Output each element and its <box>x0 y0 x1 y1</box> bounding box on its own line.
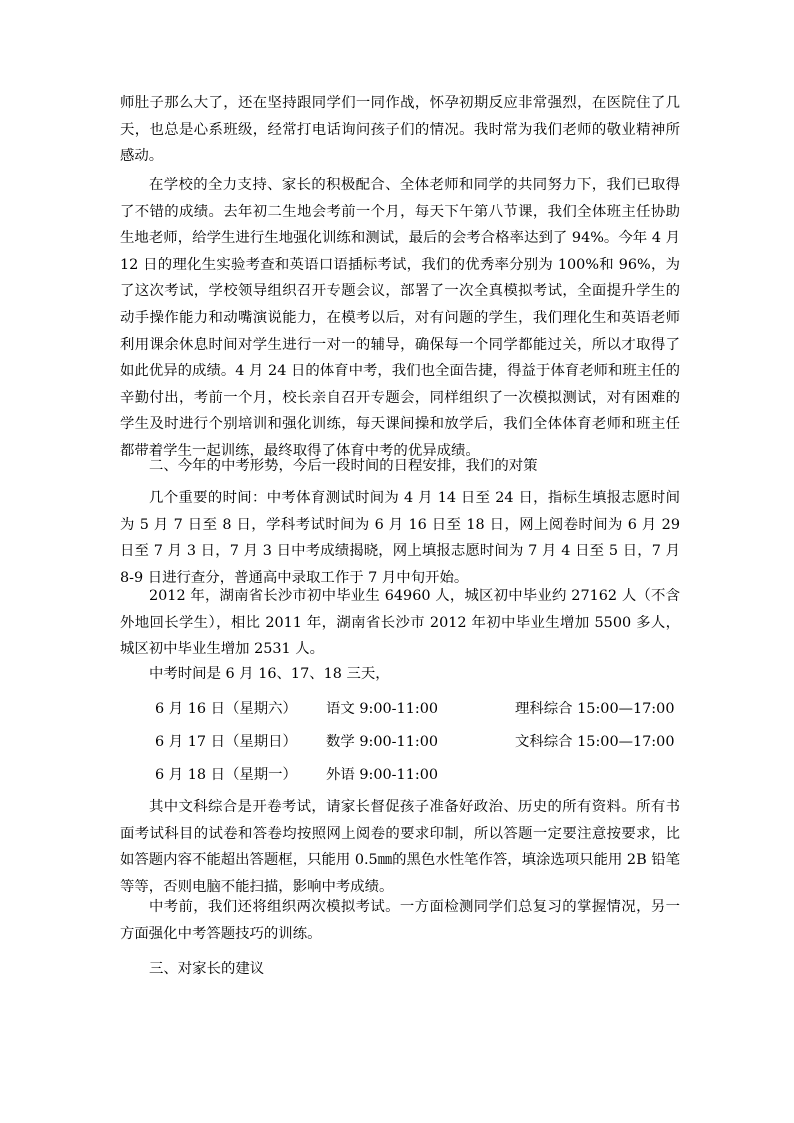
schedule-morning-exam: 语文 9:00-11:00 <box>326 701 439 717</box>
schedule-date: 6 月 17 日（星期日） <box>155 734 297 750</box>
schedule-date: 6 月 16 日（星期六） <box>155 701 297 717</box>
schedule-afternoon-exam: 文科综合 15:00—17:00 <box>515 734 675 750</box>
paragraph-teacher-dedication: 师肚子那么大了，还在坚持跟同学们一同作战，怀孕初期反应非常强烈，在医院住了几天，也总是心系班级，经常打电话询问孩子们的情况。我时常为我们老师的敬业精神所感动。 <box>120 95 680 165</box>
schedule-morning-exam: 外语 9:00-11:00 <box>326 767 439 783</box>
schedule-afternoon-exam: 理科综合 15:00—17:00 <box>515 701 675 717</box>
paragraph-achievements: 在学校的全力支持、家长的积极配合、全体老师和同学的共同努力下，我们已取得了不错的成绩。去年初二生地会考前一个月，每天下午第八节课，我们全体班主任协助生地老师，给学生进行生地强化训练和测试，最后的会考合格率达到了 94%。今年 4 月 12 日的理化生实验考查和英语口语插标考试，我们的优秀率分别为 100%和 96%，为了这次考试，学校领导组织召开专题会议，部署了一次全真模拟考试，全面提升学生的动手操作能力和动嘴演说能力，在模考以后，对有问题的学生，我们理化生和英语老师利用课余休息时间对学生进行一对一的辅导，确保每一个同学都能过关，所以才取得了如此优异的成绩。4 月 24 日的体育中考，我们也全面告捷，得益于体育老师和班主任的辛勤付出，考前一个月，校长亲自召开专题会，同样组织了一次模拟测试，对有困难的学生及时进行个别培训和强化训练，每天课间操和放学后，我们全体体育老师和班主任都带着学生一起训练，最终取得了体育中考的优异成绩。 <box>120 177 680 459</box>
section-heading-3: 三、对家长的建议 <box>149 961 265 977</box>
schedule-date: 6 月 18 日（星期一） <box>155 767 297 783</box>
paragraph-graduate-stats: 2012 年，湖南省长沙市初中毕业生 64960 人，城区初中毕业约 27162 人（不含外地回长学生），相比 2011 年，湖南省长沙市 2012 年初中毕业生增加 5500 多人，城区初中毕业生增加 2531 人。 <box>120 588 680 658</box>
paragraph-exam-instructions: 其中文科综合是开卷考试，请家长督促孩子准备好政治、历史的所有资料。所有书面考试科目的试卷和答卷均按照网上阅卷的要求印制，所以答题一定要注意按要求，比如答题内容不能超出答题框，只能用 0.5㎜的黑色水性笔作答，填涂选项只能用 2B 铅笔等等，否则电脑不能扫描，影响中考成绩。 <box>120 799 681 895</box>
paragraph-mock-exams: 中考前，我们还将组织两次模拟考试。一方面检测同学们总复习的掌握情况，另一方面强化中考答题技巧的训练。 <box>120 899 680 942</box>
section-heading-2: 二、今年的中考形势，今后一段时间的日程安排，我们的对策 <box>149 458 538 474</box>
exam-dates-intro: 中考时间是 6 月 16、17、18 三天， <box>149 666 390 682</box>
paragraph-key-dates: 几个重要的时间：中考体育测试时间为 4 月 14 日至 24 日，指标生填报志愿时间为 5 月 7 日至 8 日，学科考试时间为 6 月 16 日至 18 日，网上阅卷时间为 6 月 29 日至 7 月 3 日，7 月 3 日中考成绩揭晓，网上填报志愿时间为 7 月 4 日至 5 日，7 月 8-9 日进行查分，普通高中录取工作于 7 月中旬开始。 <box>120 490 680 586</box>
schedule-morning-exam: 数学 9:00-11:00 <box>326 734 439 750</box>
